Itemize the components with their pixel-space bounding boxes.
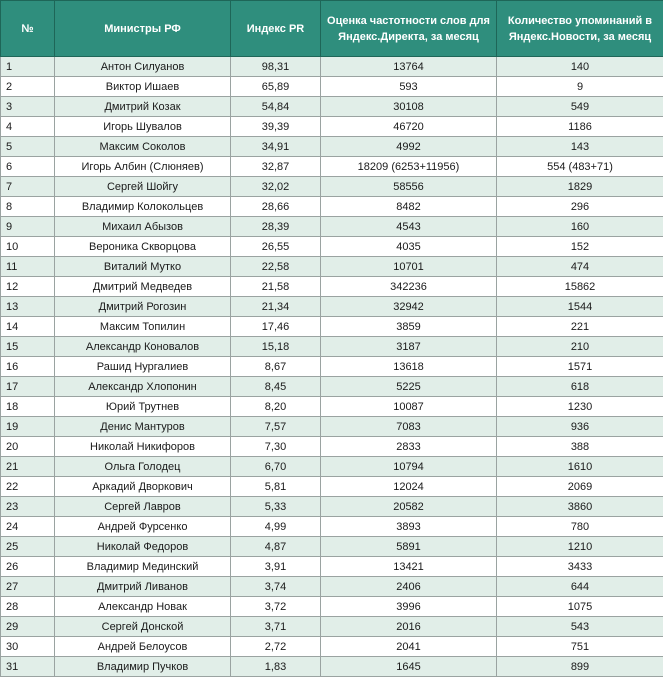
- cell-yandex-news: 1544: [497, 297, 663, 317]
- cell-yandex-news: 780: [497, 517, 663, 537]
- cell-pr-index: 21,34: [231, 297, 321, 317]
- cell-yandex-direct: 7083: [321, 417, 497, 437]
- cell-yandex-direct: 8482: [321, 197, 497, 217]
- header-pr-index: Индекс PR: [231, 1, 321, 57]
- cell-minister: Александр Хлопонин: [55, 377, 231, 397]
- header-row: [1, 1, 663, 57]
- cell-yandex-news: 1829: [497, 177, 663, 197]
- table-row: [1, 257, 663, 277]
- cell-number: 5: [1, 137, 55, 157]
- cell-pr-index: 65,89: [231, 77, 321, 97]
- table-row: [1, 537, 663, 557]
- cell-yandex-news: 1610: [497, 457, 663, 477]
- cell-number: 30: [1, 637, 55, 657]
- cell-number: 20: [1, 437, 55, 457]
- cell-yandex-direct: 2016: [321, 617, 497, 637]
- cell-yandex-news: 936: [497, 417, 663, 437]
- table-row: [1, 517, 663, 537]
- cell-minister: Антон Силуанов: [55, 57, 231, 77]
- table-row: [1, 157, 663, 177]
- table-row: [1, 217, 663, 237]
- table-row: [1, 77, 663, 97]
- cell-yandex-direct: 3187: [321, 337, 497, 357]
- cell-yandex-direct: 3859: [321, 317, 497, 337]
- header-yandex-direct: Оценка частотности слов для Яндекс.Директа, за месяц: [321, 1, 497, 57]
- table-row: [1, 317, 663, 337]
- cell-yandex-direct: 10087: [321, 397, 497, 417]
- cell-number: 2: [1, 77, 55, 97]
- cell-yandex-news: 388: [497, 437, 663, 457]
- cell-pr-index: 98,31: [231, 57, 321, 77]
- cell-number: 21: [1, 457, 55, 477]
- cell-yandex-direct: 2406: [321, 577, 497, 597]
- cell-yandex-direct: 5225: [321, 377, 497, 397]
- cell-minister: Александр Коновалов: [55, 337, 231, 357]
- cell-minister: Сергей Донской: [55, 617, 231, 637]
- cell-pr-index: 21,58: [231, 277, 321, 297]
- cell-minister: Николай Федоров: [55, 537, 231, 557]
- cell-minister: Аркадий Дворкович: [55, 477, 231, 497]
- table-row: [1, 557, 663, 577]
- table-row: [1, 57, 663, 77]
- cell-number: 3: [1, 97, 55, 117]
- cell-minister: Дмитрий Рогозин: [55, 297, 231, 317]
- cell-yandex-direct: 10701: [321, 257, 497, 277]
- cell-yandex-news: 1210: [497, 537, 663, 557]
- cell-pr-index: 54,84: [231, 97, 321, 117]
- cell-minister: Андрей Фурсенко: [55, 517, 231, 537]
- cell-yandex-news: 1186: [497, 117, 663, 137]
- cell-yandex-news: 899: [497, 657, 663, 677]
- cell-pr-index: 3,72: [231, 597, 321, 617]
- cell-pr-index: 8,45: [231, 377, 321, 397]
- table-row: [1, 357, 663, 377]
- cell-number: 13: [1, 297, 55, 317]
- table-row: [1, 117, 663, 137]
- cell-pr-index: 32,02: [231, 177, 321, 197]
- cell-yandex-news: 152: [497, 237, 663, 257]
- cell-yandex-direct: 342236: [321, 277, 497, 297]
- cell-pr-index: 28,39: [231, 217, 321, 237]
- table-row: [1, 97, 663, 117]
- table-row: [1, 137, 663, 157]
- cell-yandex-news: 474: [497, 257, 663, 277]
- cell-yandex-news: 3433: [497, 557, 663, 577]
- cell-number: 28: [1, 597, 55, 617]
- cell-yandex-direct: 12024: [321, 477, 497, 497]
- table-row: [1, 477, 663, 497]
- cell-pr-index: 17,46: [231, 317, 321, 337]
- cell-minister: Андрей Белоусов: [55, 637, 231, 657]
- cell-pr-index: 5,81: [231, 477, 321, 497]
- cell-number: 29: [1, 617, 55, 637]
- cell-yandex-direct: 10794: [321, 457, 497, 477]
- cell-pr-index: 1,83: [231, 657, 321, 677]
- cell-yandex-direct: 4035: [321, 237, 497, 257]
- cell-number: 8: [1, 197, 55, 217]
- table-body: [1, 57, 663, 677]
- cell-minister: Юрий Трутнев: [55, 397, 231, 417]
- cell-minister: Николай Никифоров: [55, 437, 231, 457]
- cell-yandex-news: 2069: [497, 477, 663, 497]
- cell-pr-index: 3,71: [231, 617, 321, 637]
- cell-yandex-news: 554 (483+71): [497, 157, 663, 177]
- cell-minister: Вероника Скворцова: [55, 237, 231, 257]
- cell-minister: Виктор Ишаев: [55, 77, 231, 97]
- cell-pr-index: 3,91: [231, 557, 321, 577]
- cell-yandex-news: 160: [497, 217, 663, 237]
- table-row: [1, 377, 663, 397]
- header-yandex-news: Количество упоминаний в Яндекс.Новости, за месяц: [497, 1, 663, 57]
- header-minister: Министры РФ: [55, 1, 231, 57]
- cell-pr-index: 4,99: [231, 517, 321, 537]
- cell-yandex-news: 1230: [497, 397, 663, 417]
- cell-number: 12: [1, 277, 55, 297]
- table-row: [1, 177, 663, 197]
- cell-minister: Игорь Шувалов: [55, 117, 231, 137]
- table-row: [1, 397, 663, 417]
- header-number: №: [1, 1, 55, 57]
- cell-yandex-news: 543: [497, 617, 663, 637]
- cell-yandex-direct: 20582: [321, 497, 497, 517]
- cell-number: 1: [1, 57, 55, 77]
- table-row: [1, 617, 663, 637]
- cell-number: 25: [1, 537, 55, 557]
- cell-pr-index: 5,33: [231, 497, 321, 517]
- cell-minister: Денис Мантуров: [55, 417, 231, 437]
- table-row: [1, 337, 663, 357]
- cell-yandex-direct: 18209 (6253+11956): [321, 157, 497, 177]
- cell-yandex-direct: 4992: [321, 137, 497, 157]
- cell-yandex-direct: 3996: [321, 597, 497, 617]
- cell-pr-index: 28,66: [231, 197, 321, 217]
- cell-pr-index: 4,87: [231, 537, 321, 557]
- cell-number: 27: [1, 577, 55, 597]
- table-row: [1, 237, 663, 257]
- cell-minister: Максим Топилин: [55, 317, 231, 337]
- cell-number: 9: [1, 217, 55, 237]
- cell-pr-index: 2,72: [231, 637, 321, 657]
- cell-yandex-direct: 13618: [321, 357, 497, 377]
- cell-pr-index: 8,67: [231, 357, 321, 377]
- cell-number: 11: [1, 257, 55, 277]
- cell-minister: Рашид Нургалиев: [55, 357, 231, 377]
- cell-yandex-news: 210: [497, 337, 663, 357]
- cell-pr-index: 6,70: [231, 457, 321, 477]
- cell-yandex-news: 644: [497, 577, 663, 597]
- cell-yandex-direct: 2833: [321, 437, 497, 457]
- cell-number: 16: [1, 357, 55, 377]
- cell-yandex-direct: 13764: [321, 57, 497, 77]
- table-row: [1, 437, 663, 457]
- cell-number: 26: [1, 557, 55, 577]
- cell-yandex-direct: 32942: [321, 297, 497, 317]
- cell-pr-index: 32,87: [231, 157, 321, 177]
- table-header: [1, 1, 663, 57]
- cell-number: 14: [1, 317, 55, 337]
- cell-yandex-direct: 3893: [321, 517, 497, 537]
- cell-minister: Владимир Пучков: [55, 657, 231, 677]
- cell-minister: Максим Соколов: [55, 137, 231, 157]
- cell-pr-index: 26,55: [231, 237, 321, 257]
- cell-yandex-direct: 46720: [321, 117, 497, 137]
- cell-number: 23: [1, 497, 55, 517]
- cell-minister: Дмитрий Козак: [55, 97, 231, 117]
- cell-number: 15: [1, 337, 55, 357]
- table-row: [1, 417, 663, 437]
- cell-number: 18: [1, 397, 55, 417]
- cell-yandex-news: 140: [497, 57, 663, 77]
- cell-yandex-news: 296: [497, 197, 663, 217]
- cell-number: 19: [1, 417, 55, 437]
- cell-yandex-news: 9: [497, 77, 663, 97]
- cell-yandex-direct: 2041: [321, 637, 497, 657]
- cell-yandex-news: 618: [497, 377, 663, 397]
- cell-yandex-direct: 58556: [321, 177, 497, 197]
- table-row: [1, 277, 663, 297]
- cell-minister: Александр Новак: [55, 597, 231, 617]
- cell-minister: Сергей Шойгу: [55, 177, 231, 197]
- cell-pr-index: 7,30: [231, 437, 321, 457]
- cell-pr-index: 22,58: [231, 257, 321, 277]
- cell-yandex-direct: 13421: [321, 557, 497, 577]
- cell-minister: Сергей Лавров: [55, 497, 231, 517]
- cell-minister: Ольга Голодец: [55, 457, 231, 477]
- cell-minister: Виталий Мутко: [55, 257, 231, 277]
- cell-yandex-news: 751: [497, 637, 663, 657]
- cell-yandex-news: 549: [497, 97, 663, 117]
- cell-yandex-direct: 5891: [321, 537, 497, 557]
- cell-number: 24: [1, 517, 55, 537]
- table-row: [1, 637, 663, 657]
- cell-pr-index: 8,20: [231, 397, 321, 417]
- cell-yandex-direct: 593: [321, 77, 497, 97]
- cell-pr-index: 39,39: [231, 117, 321, 137]
- cell-minister: Дмитрий Ливанов: [55, 577, 231, 597]
- cell-minister: Владимир Мединский: [55, 557, 231, 577]
- cell-number: 17: [1, 377, 55, 397]
- cell-yandex-news: 15862: [497, 277, 663, 297]
- cell-yandex-news: 3860: [497, 497, 663, 517]
- cell-yandex-news: 143: [497, 137, 663, 157]
- cell-yandex-news: 1075: [497, 597, 663, 617]
- cell-number: 4: [1, 117, 55, 137]
- cell-yandex-news: 1571: [497, 357, 663, 377]
- table-row: [1, 297, 663, 317]
- cell-minister: Игорь Албин (Слюняев): [55, 157, 231, 177]
- cell-pr-index: 15,18: [231, 337, 321, 357]
- cell-pr-index: 3,74: [231, 577, 321, 597]
- cell-number: 31: [1, 657, 55, 677]
- cell-number: 10: [1, 237, 55, 257]
- cell-yandex-direct: 4543: [321, 217, 497, 237]
- cell-yandex-direct: 30108: [321, 97, 497, 117]
- cell-pr-index: 34,91: [231, 137, 321, 157]
- table-row: [1, 197, 663, 217]
- cell-pr-index: 7,57: [231, 417, 321, 437]
- table-row: [1, 497, 663, 517]
- table-row: [1, 457, 663, 477]
- cell-number: 22: [1, 477, 55, 497]
- cell-minister: Дмитрий Медведев: [55, 277, 231, 297]
- table-row: [1, 597, 663, 617]
- table-row: [1, 577, 663, 597]
- table-row: [1, 657, 663, 677]
- cell-minister: Михаил Абызов: [55, 217, 231, 237]
- cell-number: 6: [1, 157, 55, 177]
- cell-number: 7: [1, 177, 55, 197]
- cell-yandex-news: 221: [497, 317, 663, 337]
- cell-minister: Владимир Колокольцев: [55, 197, 231, 217]
- cell-yandex-direct: 1645: [321, 657, 497, 677]
